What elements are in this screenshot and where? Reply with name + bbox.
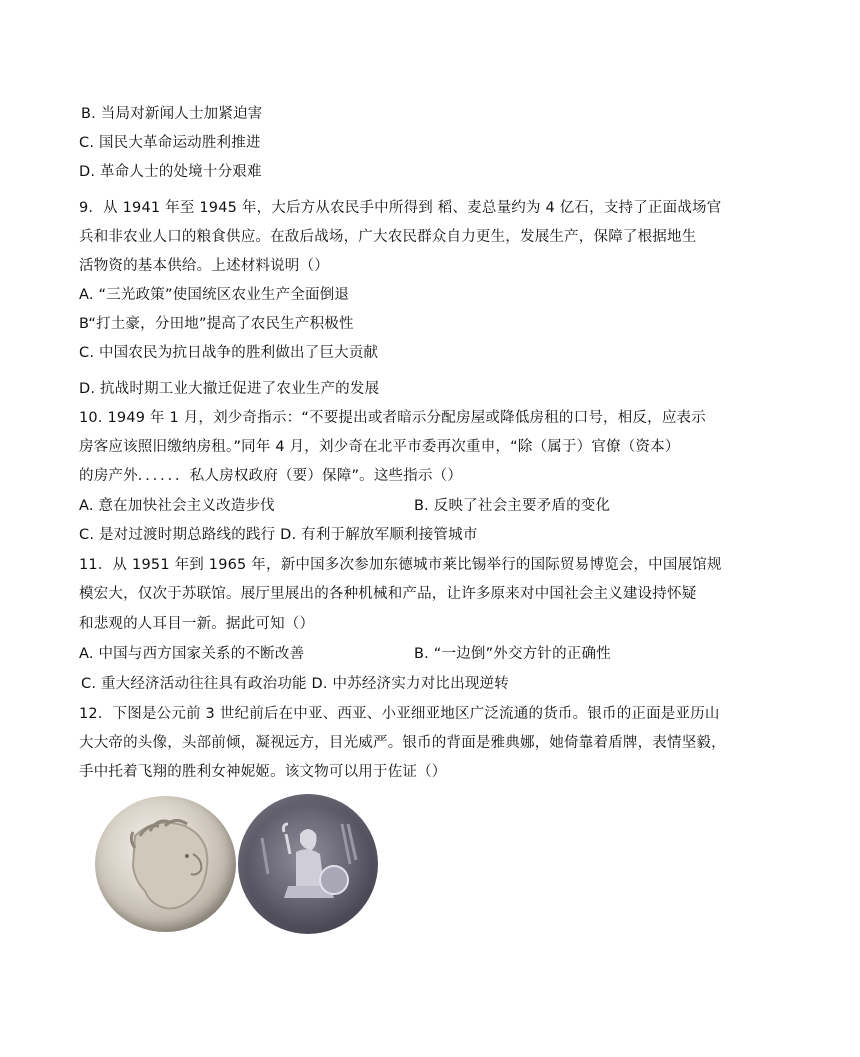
option-a-q9: A. “三光政策”使国统区农业生产全面倒退 xyxy=(79,287,350,303)
option-a-q10-text: A. 意在加快社会主义改造步伐 xyxy=(79,498,275,514)
question-11-line-1: 11．从 1951 年到 1965 年，新中国多次参加东德城市莱比锡举行的国际贸易博览会，中国展馆规 xyxy=(79,557,722,573)
option-a-q10 xyxy=(79,496,275,516)
question-9-line-2: 兵和非农业人口的粮食供应。在敌后战场，广大农民群众自力更生，发展生产，保障了根据地生 xyxy=(79,229,697,245)
athena-seated-drawing xyxy=(238,794,378,934)
question-11-line-3: 和悲观的人耳目一新。据此可知（） xyxy=(79,616,315,632)
option-cd-q11: C. 重大经济活动往往具有政治功能 D. 中苏经济实力对比出现逆转 xyxy=(81,676,509,692)
option-b-q8: B. 当局对新闻人士加紧迫害 xyxy=(81,106,263,122)
option-d-q8: D. 革命人士的处境十分艰难 xyxy=(79,164,262,180)
question-11-line-2: 模宏大，仅次于苏联馆。展厅里展出的各种机械和产品，让许多原来对中国社会主义建设持怀疑 xyxy=(79,586,697,602)
option-d-q9: D. 抗战时期工业大撤迁促进了农业生产的发展 xyxy=(79,381,380,397)
question-12-line-2: 大大帝的头像，头部前倾，凝视远方，目光威严。银币的背面是雅典娜，她倚靠着盾牌，表情坚毅， xyxy=(79,735,726,751)
option-cd-q10: C. 是对过渡时期总路线的践行 D. 有利于解放军顺利接管城市 xyxy=(79,527,478,543)
question-9-line-3: 活物资的基本供给。上述材料说明（） xyxy=(79,258,329,274)
question-10-line-3: 的房产外．．．．．．私人房权政府（要）保障”。这些指示（） xyxy=(79,468,463,484)
option-a-q11: A. 中国与西方国家关系的不断改善 xyxy=(79,646,305,662)
question-10-line-1: 10. 1949 年 1 月，刘少奇指示：“不要提出或者暗示分配房屋或降低房租的口号，相反，应表示 xyxy=(79,410,706,426)
option-c-q8: C. 国民大革命运动胜利推进 xyxy=(79,135,261,151)
question-12-line-3: 手中托着飞翔的胜利女神妮姬。该文物可以用于佐证（） xyxy=(79,764,447,780)
alexander-head-drawing xyxy=(95,796,236,932)
coin-front-image xyxy=(95,796,236,932)
question-10-line-2: 房客应该照旧缴纳房租。”同年 4 月，刘少奇在北平市委再次重申，“除（属于）官僚（资本） xyxy=(79,439,680,455)
question-9-line-1: 9．从 1941 年至 1945 年，大后方从农民手中所得到 稻、麦总量约为 4 亿石，支持了正面战场官 xyxy=(79,200,722,216)
question-12-line-1: 12．下图是公元前 3 世纪前后在中亚、西亚、小亚细亚地区广泛流通的货币。银币的正面是亚历山 xyxy=(79,706,720,722)
coin-back-image xyxy=(238,794,378,934)
option-b-q9: B“打土豪，分田地”提高了农民生产积极性 xyxy=(79,316,354,332)
option-b-q10: B. 反映了社会主要矛盾的变化 xyxy=(414,498,611,514)
option-b-q11: B. “一边倒”外交方针的正确性 xyxy=(414,646,611,662)
option-c-q9: C. 中国农民为抗日战争的胜利做出了巨大贡献 xyxy=(79,345,379,361)
